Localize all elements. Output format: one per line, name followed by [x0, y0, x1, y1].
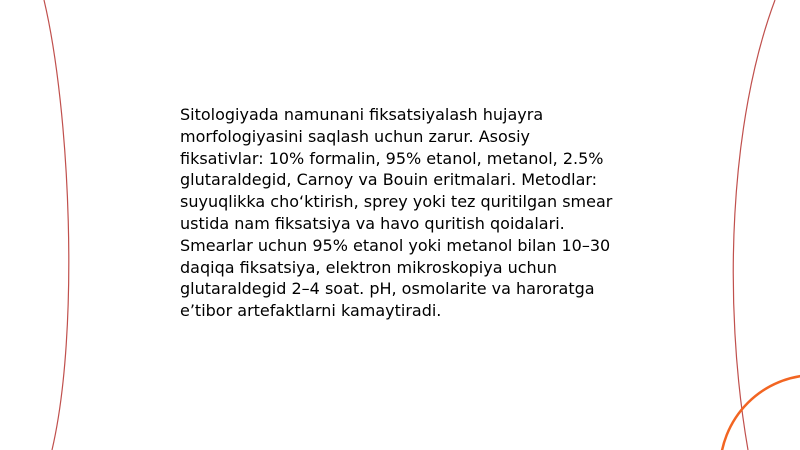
right-arc: [733, 0, 775, 450]
paragraph-line: Sitologiyada namunani fiksatsiyalash hujayra: [180, 105, 544, 124]
paragraph-line: fiksativlar: 10% formalin, 95% etanol, metanol, 2.5%: [180, 148, 604, 168]
paragraph-line: ustida nam fiksatsiya va havo quritish qoidalari.: [180, 213, 565, 233]
paragraph-line: suyuqlikka cho‘ktirish, sprey yoki tez quritilgan smear: [180, 192, 613, 212]
paragraph-line: glutaraldegid 2–4 soat. pH, osmolarite va haroratga: [180, 279, 595, 299]
accent-circle: [720, 375, 800, 450]
paragraph-line: Smearlar uchun 95% etanol yoki metanol bilan 10–30: [180, 235, 611, 255]
paragraph-line: glutaraldegid, Carnoy va Bouin eritmalari. Metodlar:: [180, 170, 598, 190]
paragraph-line: morfologiyasini saqlash uchun zarur. Asosiy: [180, 126, 531, 146]
body-paragraph: [180, 104, 640, 322]
paragraph-line: e’tibor artefaktlarni kamaytiradi.: [180, 301, 442, 321]
left-arc: [44, 0, 69, 450]
paragraph-line: daqiqa fiksatsiya, elektron mikroskopiya uchun: [180, 257, 557, 277]
